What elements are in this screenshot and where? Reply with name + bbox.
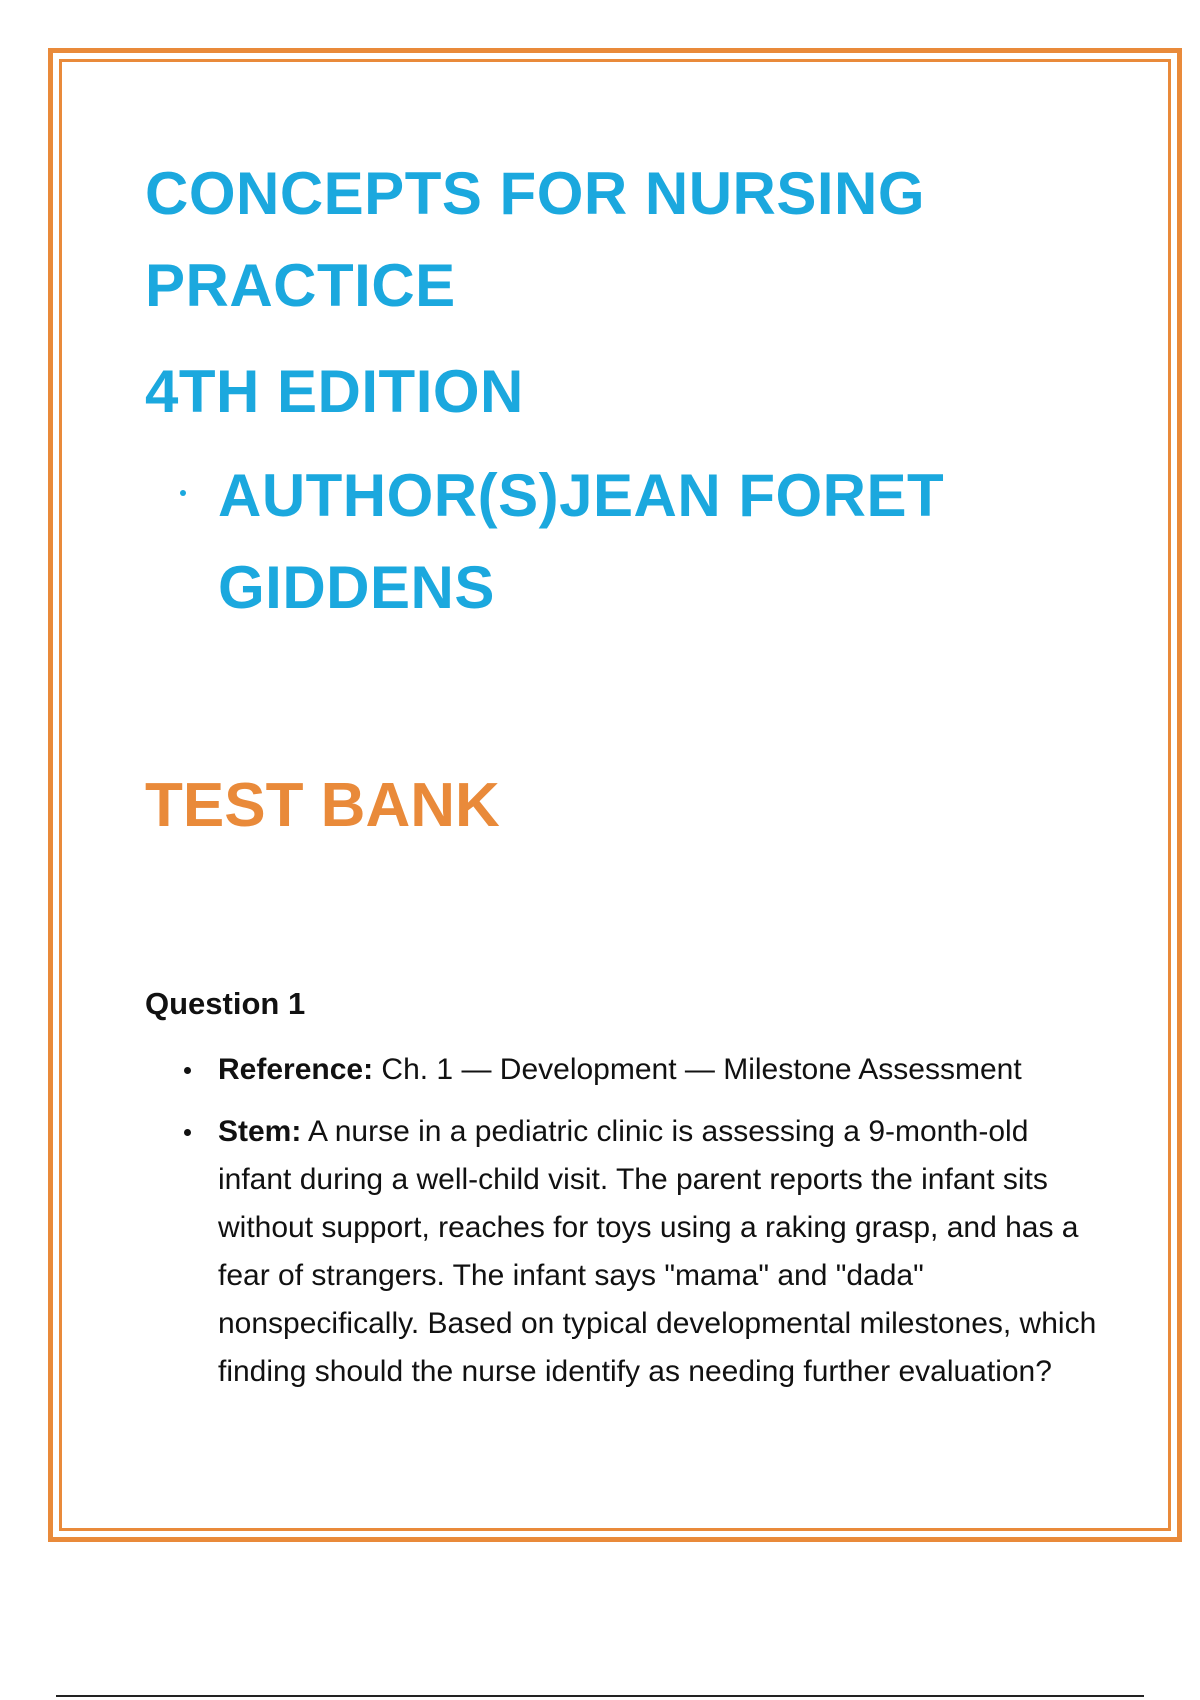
author-line-1: AUTHOR(S)JEAN FORET	[218, 462, 945, 529]
question-heading: Question 1	[145, 986, 306, 1021]
stem-label: Stem:	[218, 1115, 302, 1148]
reference-label: Reference:	[218, 1053, 374, 1086]
author-bullet-icon	[180, 490, 186, 496]
section-label: TEST BANK	[145, 771, 500, 840]
page-bottom-divider	[56, 1695, 1144, 1697]
question-details-list	[180, 1046, 1100, 1410]
bullet-icon	[184, 1067, 191, 1074]
stem-item	[180, 1108, 1100, 1396]
book-title-line-1: CONCEPTS FOR NURSING	[145, 160, 926, 227]
edition-label: 4TH EDITION	[145, 358, 524, 425]
reference-text: Ch. 1 — Development — Milestone Assessment	[373, 1053, 1022, 1086]
author-block	[180, 450, 1080, 634]
book-title-line-2: PRACTICE	[145, 252, 456, 319]
reference-item	[180, 1046, 1100, 1094]
stem-text: A nurse in a pediatric clinic is assessing a 9-month-old infant during a well-child visit. The parent reports the infant sits without support, reaches for toys using a raking grasp, and has a fear of strangers. The infant says "mama" and "dada" nonspecifically. Based on typical developmental milestones, which finding should the nurse identify as needing further evaluation?	[218, 1115, 1097, 1388]
title-block	[145, 148, 1045, 438]
author-name	[218, 450, 1080, 634]
author-line-2: GIDDENS	[218, 554, 495, 621]
bullet-icon	[184, 1129, 191, 1136]
